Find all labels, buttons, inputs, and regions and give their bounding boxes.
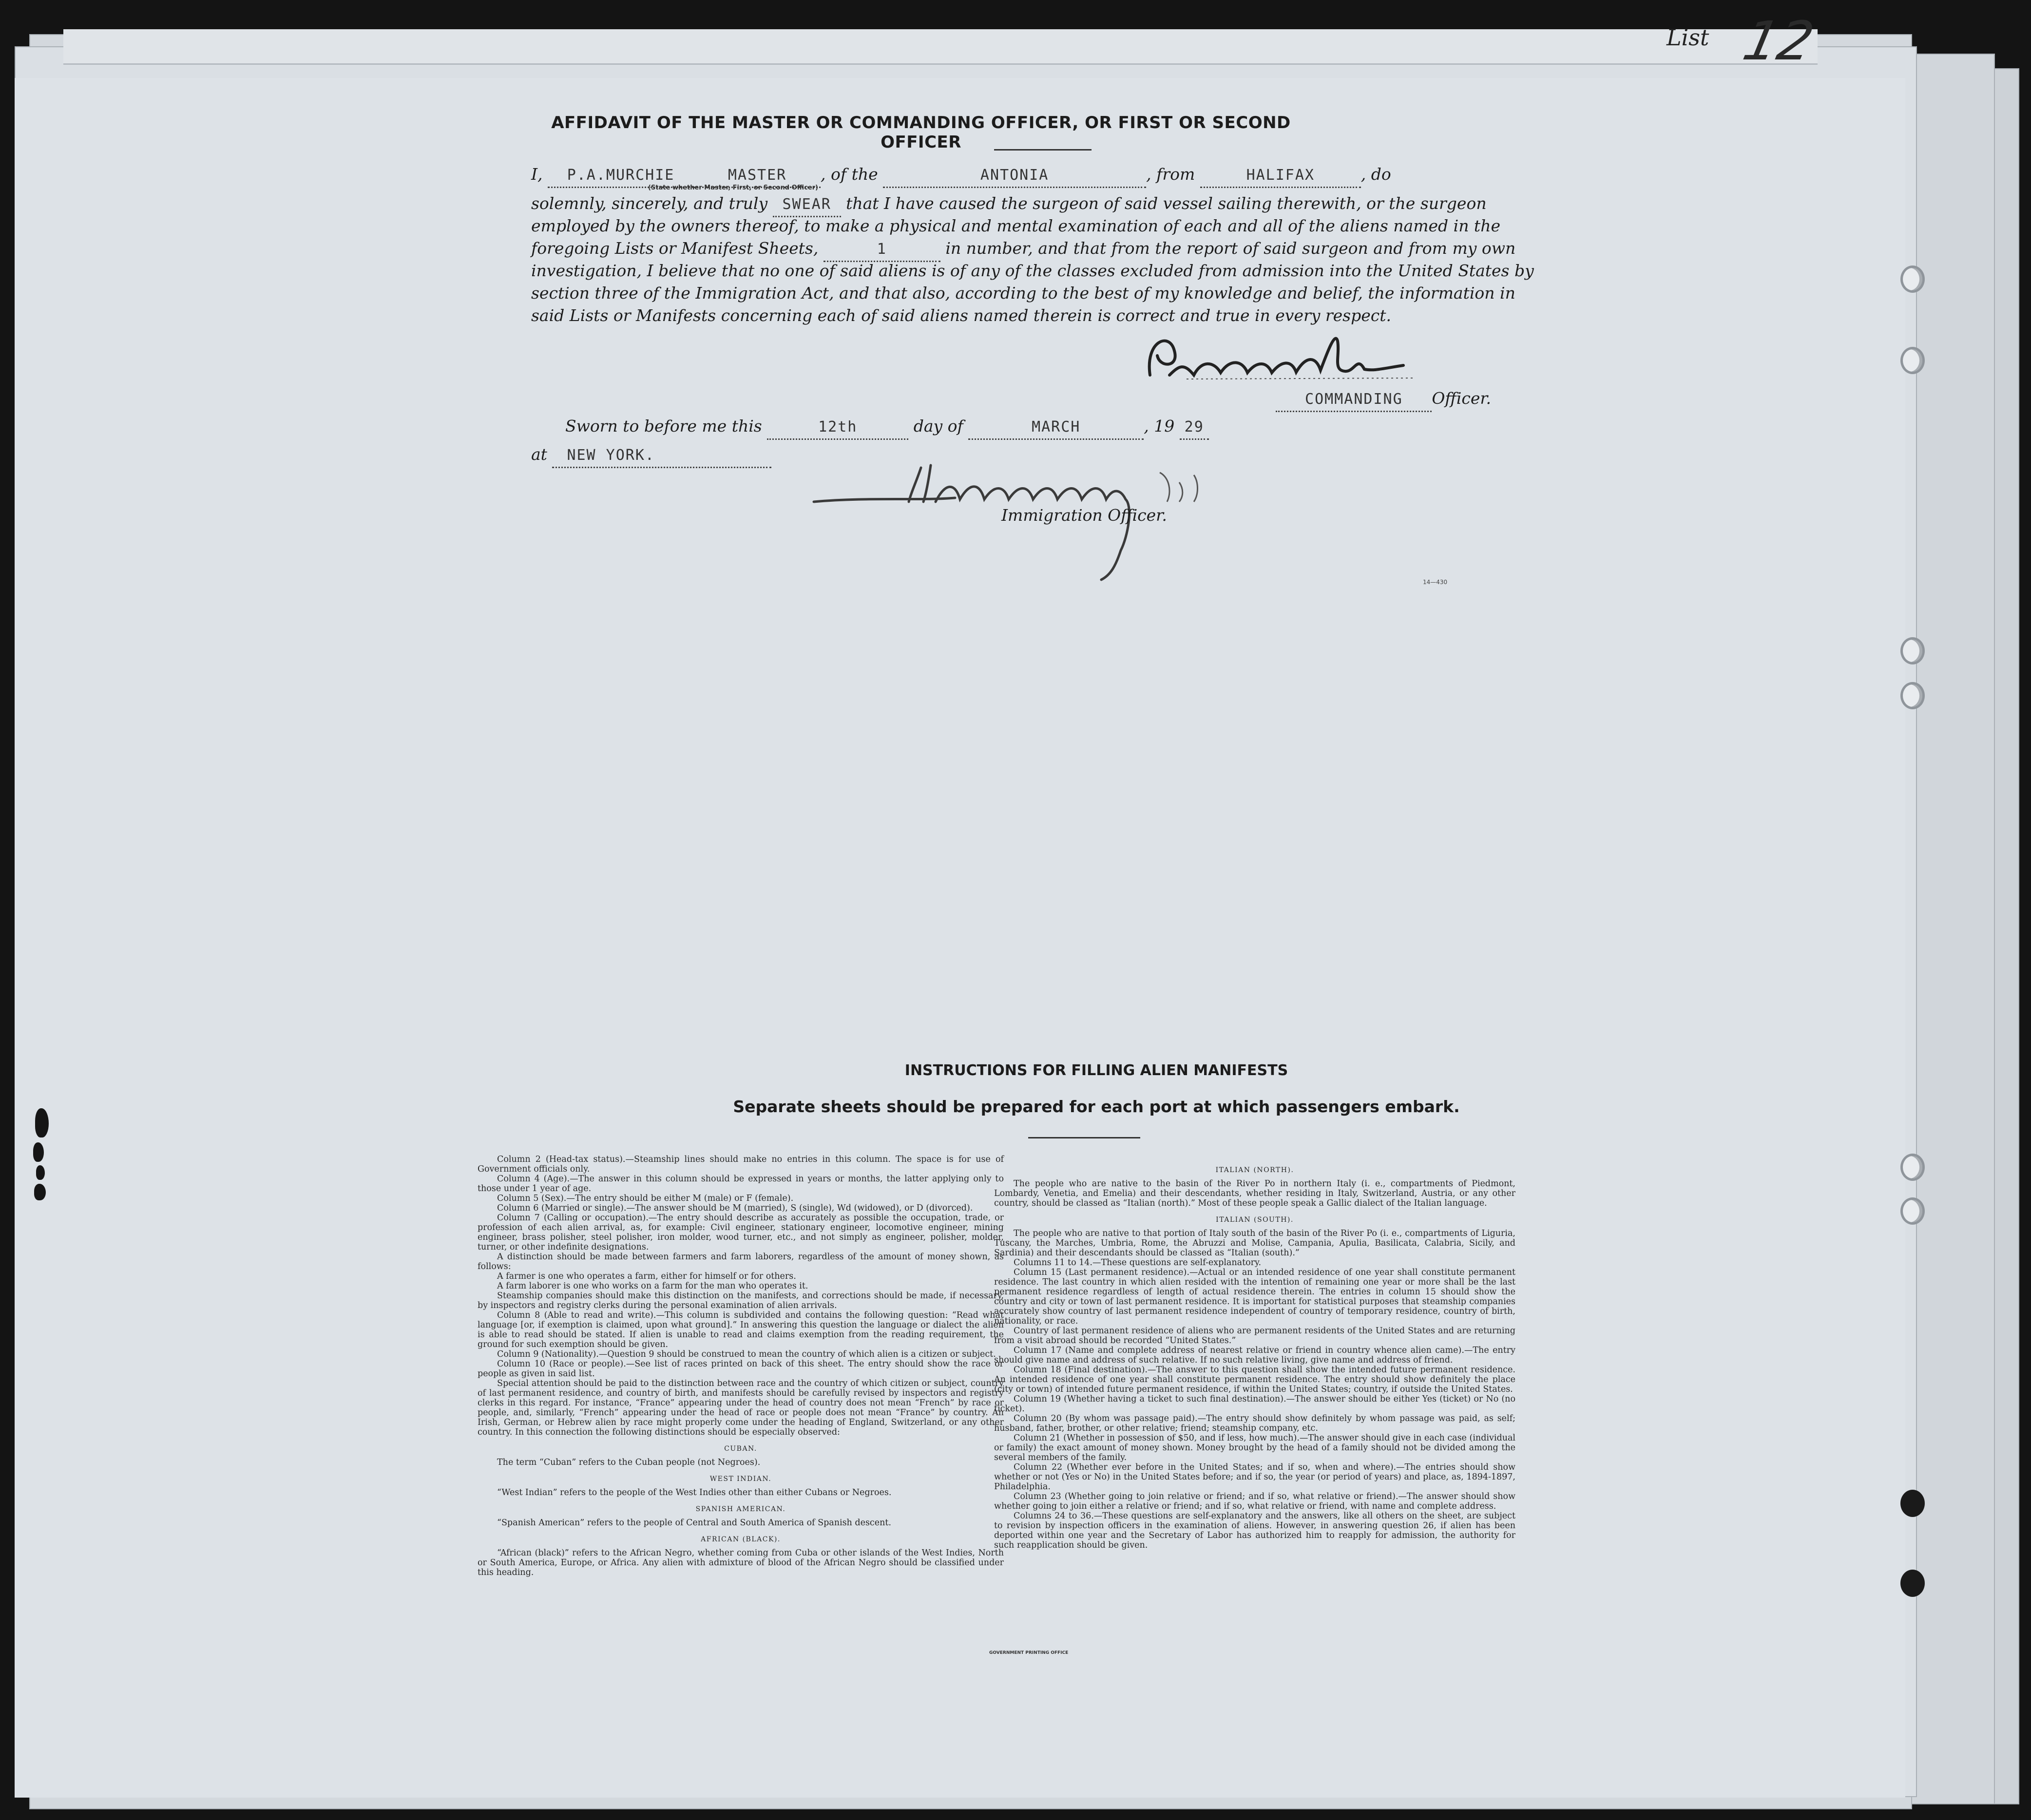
instruction-paragraph: Column 22 (Whether ever before in the United States; and if so, when and where).—The entries should show whether or not (Yes or No) in the United States before; and if so, the year (or period of years) and place, as, 1894-1897, Philadelphia. [994,1462,1515,1492]
ink-stain [33,1142,44,1162]
instruction-paragraph: Column 5 (Sex).—The entry should be either M (male) or F (female). [497,1194,794,1203]
instruction-paragraph: Column 8 (Able to read and write).—This column is subdivided and contains the following question: “Read what language [or, if exemption is claimed, upon what ground].” In answering this question the language or dialect the alien is able to read should be stated. If alien is unable to read and claims exemption from the reading requirement, the ground for such exemption should be given. [478,1310,1004,1349]
instruction-paragraph: “Spanish American” refers to the people of Central and South America of Spanish descent. [497,1518,891,1528]
instruction-paragraph: “African (black)” refers to the African Negro, whether coming from Cuba or other islands of the West Indies, North or South America, Europe, or Africa. Any alien with admixture of blood of the African Negro should be classified under this heading. [478,1548,1004,1577]
affidavit-text: Sworn to before me this [565,417,762,436]
binder-hole [1900,1570,1925,1597]
instruction-paragraph: The people who are native to the basin of the River Po in northern Italy (i. e., compartments of Piedmont, Lombardy, Venetia, and Emelia) and their descendants, whether residing in Italy, Switzerland, Austria, or any other country, should be classed as “Italian (north).” Most of these people speak a Gallic dialect of the Italian language. [994,1179,1515,1208]
instruction-paragraph: The people who are native to that portion of Italy south of the basin of the River Po (i. e., compartments of Liguria, Tuscany, the Marches, Umbria, Rome, the Abruzzi and Molise, Campania, Apulia, Basilicata, Calabria, Sicily, and Sardinia) and their descendants should be classed as “Italian (south).” [994,1229,1515,1258]
section-heading: CUBAN. [724,1445,757,1453]
master-signature [1140,322,1433,395]
rank-note: (State whether Master, First, or Second Officer) [648,184,818,191]
instruction-paragraph: Column 21 (Whether in possession of $50, and if less, how much).—The answer should give in each case (individual or family) the exact amount of money shown. Money brought by the head of a family should not be divided among the several members of the family. [994,1433,1515,1462]
affidavit-text: , of the [821,165,878,184]
ink-stain [35,1108,49,1138]
ink-stain [36,1165,45,1180]
instruction-paragraph: Special attention should be paid to the distinction between race and the country of which citizen or subject, country of last permanent residence, and country of birth, and manifests should be carefully revised by inspectors and registry clerks in this regard. For instance, “France” appearing under the head of country does not mean “French” by race or people, and, similarly, “French” appearing under the head of race or people does not mean “France” by country. An Irish, German, or Hebrew alien by race might properly come under the heading of England, Switzerland, or any other country. In this connection the following distinctions should be especially observed: [478,1379,1004,1437]
affidavit-line-6: section three of the Immigration Act, and that also, according to the best of my knowledge and belief, the information in [531,284,1515,303]
instruction-paragraph: Column 19 (Whether having a ticket to such final destination).—The answer should be either Yes (ticket) or No (no ticket). [994,1394,1515,1414]
instruction-paragraph: Columns 11 to 14.—These questions are self-explanatory. [1014,1258,1262,1268]
title-divider [994,149,1092,151]
affidavit-text: solemnly, sincerely, and truly [531,194,768,213]
officer-title-field: COMMANDING [1276,388,1432,412]
section-heading: SPANISH AMERICAN. [695,1505,786,1513]
binder-hole [1900,682,1925,709]
affidavit-title: AFFIDAVIT OF THE MASTER OR COMMANDING OFFICER, OR FIRST OR SECOND OFFICER [551,113,1291,152]
officer-suffix: Officer. [1432,389,1491,408]
instruction-paragraph: Columns 24 to 36.—These questions are self-explanatory and the answers, like all others on the sheet, are subject to revision by inspection officers in the examination of aliens. However, in answering question 26, if alien has been deported within one year and the Secretary of Labor has authorized him to reapply for admission, the authority for such reapplication should be given. [994,1511,1515,1550]
affidavit-line-7: said Lists or Manifests concerning each of said aliens named therein is correct and true in every respect. [531,306,1392,325]
affidavit-text: at [531,445,547,464]
instruction-paragraph: Column 9 (Nationality).—Question 9 should be construed to mean the country of which alien is a citizen or subject. [497,1349,996,1359]
binder-hole [1900,1197,1925,1225]
instruction-paragraph: “West Indian” refers to the people of the West Indies other than either Cubans or Negroes. [497,1488,892,1498]
instruction-paragraph: A distinction should be made between farmers and farm laborers, regardless of the amount of money shown, as follows: [478,1252,1004,1271]
ink-stain [34,1184,46,1200]
affidavit-text: day of [913,417,963,436]
instruction-paragraph: Column 4 (Age).—The answer in this column should be expressed in years or months, the latter applying only to those under 1 year of age. [478,1174,1004,1194]
affidavit-text: , do [1360,165,1391,184]
affidavit-text: in number, and that from the report of said surgeon and from my own [945,239,1516,258]
instructions-left-column [478,1155,1004,1577]
binder-hole [1900,1154,1925,1181]
affidavit-line-4 [531,237,1516,262]
immigration-officer-label: Immigration Officer. [1001,506,1167,525]
sheet-count-field: 1 [824,238,940,262]
instructions-right-column [994,1158,1515,1550]
instruction-paragraph: Column 20 (By whom was passage paid).—The entry should show definitely by whom passage was paid, as self; husband, father, brother, or other relative; friend; steamship company, etc. [994,1414,1515,1433]
affidavit-line-2 [531,192,1487,217]
sworn-place-field: NEW YORK. [552,444,771,468]
instruction-paragraph: The term “Cuban” refers to the Cuban people (not Negroes). [497,1458,761,1467]
affidavit-text: , 19 [1144,417,1175,436]
binder-hole [1900,1490,1925,1517]
binder-hole [1900,347,1925,374]
printing-office-mark: GOVERNMENT PRINTING OFFICE [989,1650,1069,1655]
section-heading: ITALIAN (NORTH). [1215,1166,1294,1174]
oath-field: SWEAR [773,193,841,217]
affidavit-text: I, [531,165,543,184]
instruction-paragraph: A farm laborer is one who works on a farm for the man who operates it. [497,1281,808,1291]
affidavit-text: , from [1146,165,1195,184]
instruction-paragraph: Steamship companies should make this distinction on the manifests, and corrections should be made, if necessary, by inspectors and registry clerks during the personal examination of alien arrivals. [478,1291,1004,1310]
departure-port-field: HALIFAX [1200,164,1361,188]
instruction-paragraph: Column 7 (Calling or occupation).—The entry should describe as accurately as possible the occupation, trade, or profession of each alien arrival, as, for example: Civil engineer, stationary engineer, locomotive engineer, mining engineer, brass polisher, steel polisher, iron molder, wood turner, etc., and not simply as engineer, polisher, molder, turner, or other indefinite designations. [478,1213,1004,1252]
instruction-paragraph: Column 18 (Final destination).—The answer to this question shall show the intended future permanent residence. An intended residence of one year shall constitute permanent residence. The entry should show definitely the place (city or town) of intended future permanent residence, if within the United States; country, if outside the United States. [994,1365,1515,1394]
instructions-divider [1028,1137,1140,1138]
affidavit-line-5: investigation, I believe that no one of said aliens is of any of the classes excluded from admission into the United States by [531,261,1534,280]
section-heading: ITALIAN (SOUTH). [1216,1216,1294,1224]
sworn-line [565,415,1515,440]
instruction-paragraph: Column 23 (Whether going to join relative or friend; and if so, what relative or friend).—The answer should show whether going to join either a relative or friend; and if so, what relative or friend, with name and complete address. [994,1492,1515,1511]
form-code: 14—430 [1423,579,1448,586]
list-label: List [1667,24,1709,51]
instruction-paragraph: Column 15 (Last permanent residence).—Actual or an intended residence of one year shall constitute permanent residence. The last country in which alien resided with the intention of remaining one year or more shall be the last permanent residence regardless of length of actual residence therein. The entries in column 15 should show the country and city or town of last permanent residence. It is important for statistical purposes that steamship companies accurately show country of last permanent residence independent of country of temporary residence, country of birth, nationality, or race. [994,1268,1515,1326]
officer-rank-field: MASTER [694,164,821,188]
affidavit-text: that I have caused the surgeon of said vessel sailing therewith, or the surgeon [846,194,1487,213]
sworn-year-field: 29 [1180,416,1209,440]
binder-hole [1900,637,1925,664]
instruction-paragraph: Column 6 (Married or single).—The answer should be M (married), S (single), Wd (widowed), or D (divorced). [497,1203,973,1213]
instruction-paragraph: Column 17 (Name and complete address of nearest relative or friend in country whence alien came).—The entry should give name and address of such relative. If no such relative living, give name and address of friend. [994,1346,1515,1365]
instruction-paragraph: A farmer is one who operates a farm, either for himself or for others. [497,1271,796,1281]
instruction-paragraph: Column 2 (Head-tax status).—Steamship lines should make no entries in this column. The space is for use of Government officials only. [478,1155,1004,1174]
binder-hole [1900,265,1925,293]
instructions-title: INSTRUCTIONS FOR FILLING ALIEN MANIFESTS [904,1062,1288,1079]
list-number: 12 [1738,10,1820,72]
sworn-month-field: MARCH [968,416,1144,440]
officer-name-field: P.A.MURCHIE [548,164,694,188]
instruction-paragraph: Column 10 (Race or people).—See list of races printed on back of this sheet. The entry should show the race or people as given in said list. [478,1359,1004,1379]
section-heading: WEST INDIAN. [709,1475,772,1483]
section-heading: AFRICAN (BLACK). [701,1536,781,1543]
sworn-day-field: 12th [767,416,908,440]
affidavit-text: foregoing Lists or Manifest Sheets, [531,239,819,258]
instruction-paragraph: Country of last permanent residence of aliens who are permanent residents of the United States and are returning from a visit abroad should be recorded “United States.” [994,1326,1515,1346]
top-sheet-strip [63,29,1818,65]
vessel-name-field: ANTONIA [883,164,1146,188]
affidavit-line-3: employed by the owners thereof, to make a physical and mental examination of each and all of the aliens named in the [531,216,1500,235]
instructions-subtitle: Separate sheets should be prepared for each port at which passengers embark. [733,1097,1460,1116]
officer-title-line [1218,387,1491,412]
